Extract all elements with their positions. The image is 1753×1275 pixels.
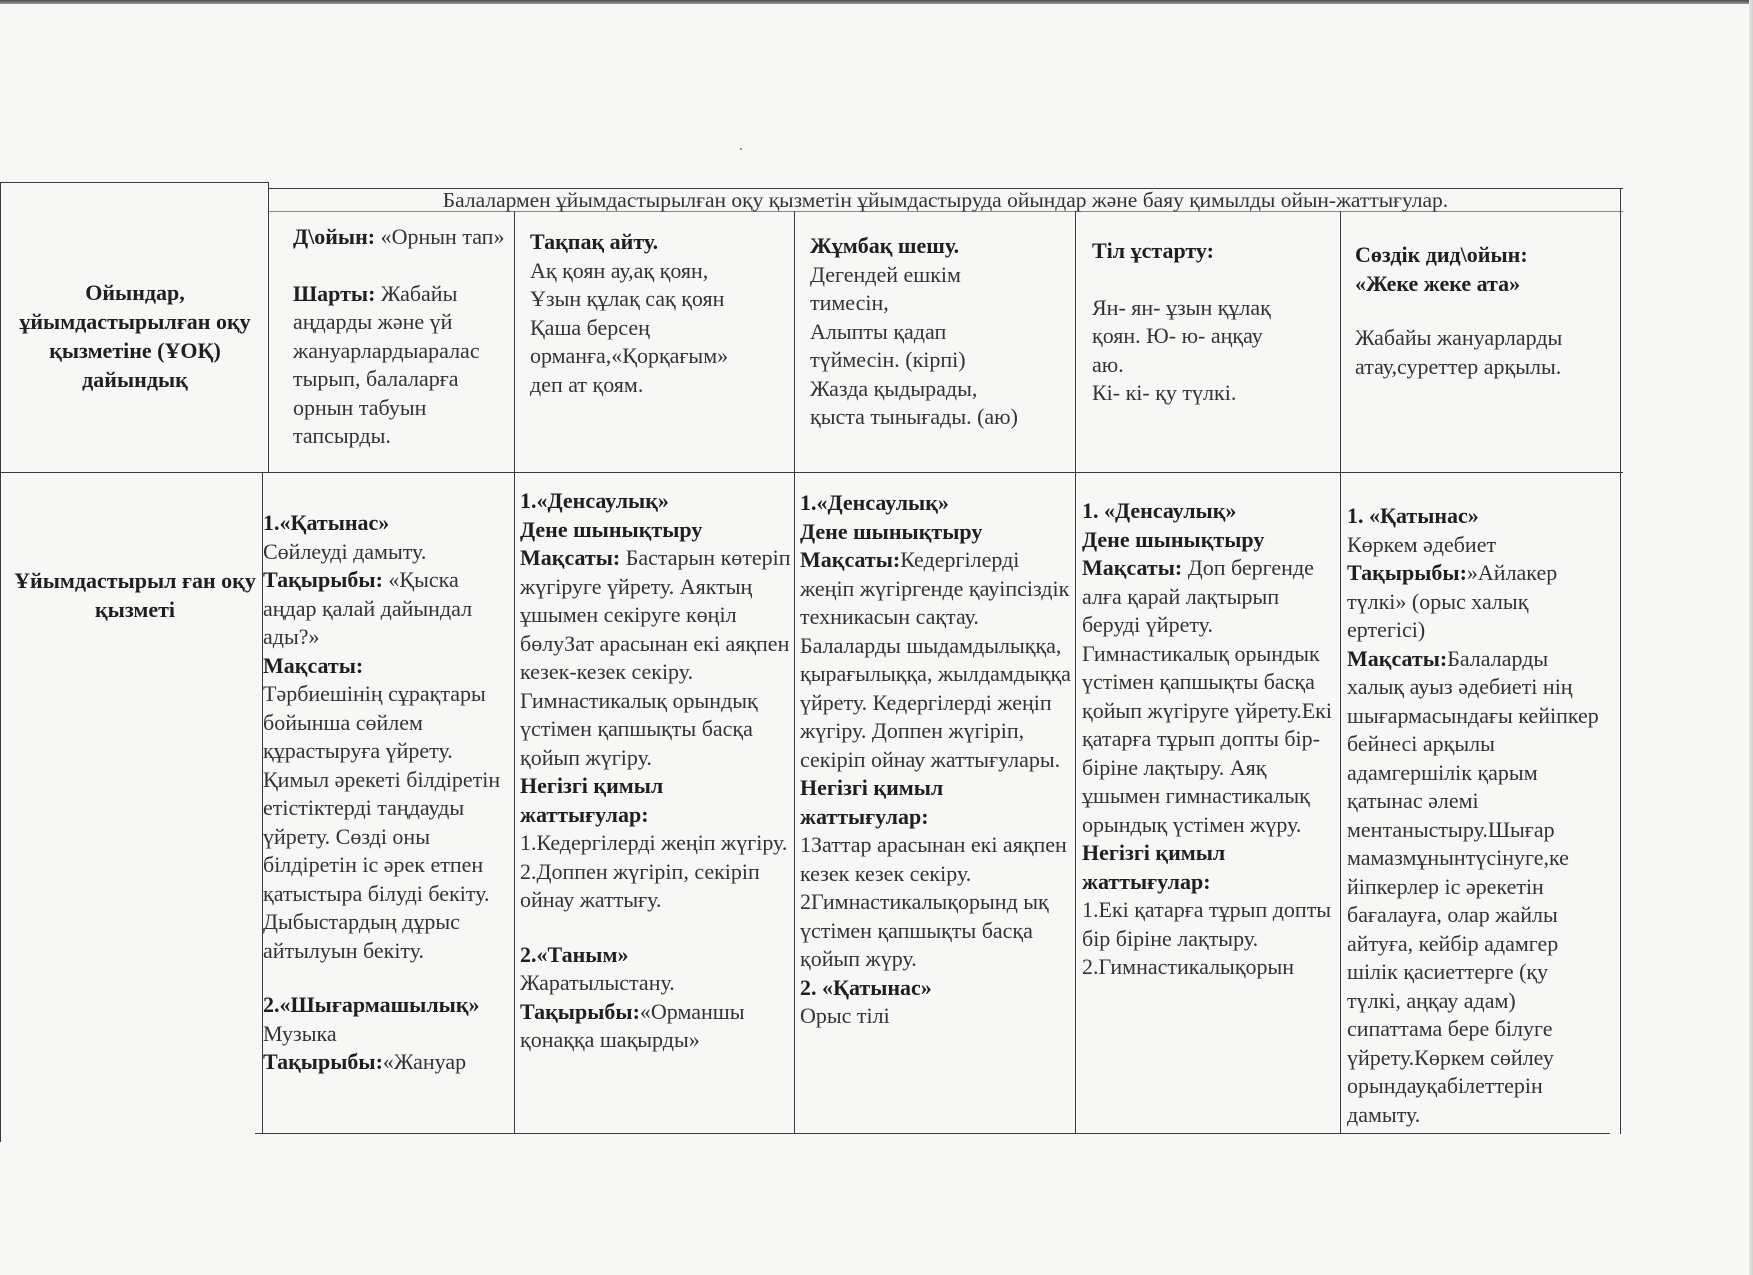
- row1-col3: [810, 232, 1072, 432]
- grid-line: [255, 1133, 1610, 1134]
- topic-text: «Жануар: [382, 1049, 467, 1074]
- goal-label: Мақсаты:: [800, 547, 901, 572]
- vocab-game-text: Жабайы жануарларды атау,суреттер арқылы.: [1355, 325, 1563, 379]
- tongue-twister-line: Кі- кі- қу түлкі.: [1092, 380, 1237, 405]
- vocab-game-title: Сөздік дид\ойын:: [1355, 242, 1528, 267]
- rhyme-line: Ақ қоян ау,ақ қоян,: [530, 257, 709, 283]
- row1-label: Ойындар, ұйымдастырылған оқу қызметіне (ҰОҚ) дайындық: [19, 280, 251, 392]
- riddle-line: Жазда қыдырады,: [810, 375, 978, 401]
- topic-label: Тақырыбы:: [520, 998, 640, 1024]
- scan-edge-right: [1749, 0, 1753, 1275]
- row2-col1: [263, 509, 513, 1077]
- goal-label: Мақсаты:: [1347, 645, 1448, 671]
- exercise-item: 1Заттар арасынан екі аяқпен кезек кезек секіру.: [800, 832, 1067, 886]
- scan-edge-top: [0, 0, 1753, 4]
- rhyme-title: Тақпақ айту.: [530, 229, 659, 254]
- grid-line: [1620, 188, 1621, 1134]
- row2-col5: [1347, 502, 1599, 1129]
- topic-text: «Орманшы қонаққа шақырды»: [520, 998, 745, 1052]
- exercises-label: Негізгі қимыл жаттығулар:: [520, 773, 664, 827]
- goal-text: Доп бергенде алға қарай лақтырып беруді үйрету. Гимнастикалық орындык үстімен қапшықты басқа қойып жүгіруге үйрету.Екі қатарға тұрып допты бір-біріне лақтыру. Аяқ ұшымен гимнастикалық орындық үстімен жүру.: [1082, 555, 1332, 837]
- rhyme-line: Қаша берсең: [530, 314, 650, 340]
- goal-text: Балаларды халық ауыз әдебиеті нің шығармасындағы кейіпкер бейнесі арқылы адамгершілік қарым қатынас әлемі ментаныстыру.Шығар мамазмұнынтүсінуге,ке йіпкерлер іс әрекетін бағалауға, олар жайлы айтуға, кейбір адамгер шілік қасиеттерге (қу түлкі, аңқау адам) сипаттама бере білуге үйрету.Көркем сөйлеу орындауқабілеттерін дамыту.: [1347, 645, 1599, 1127]
- activity-heading: 1.«Денсаулық»: [800, 490, 949, 515]
- tongue-twister-title: Тіл ұстарту:: [1092, 238, 1214, 263]
- tongue-twister-line: аю.: [1092, 351, 1124, 377]
- exercise-item: 2Гимнастикалықорынд ық үстімен қапшықты басқа қойып жүру.: [800, 889, 1049, 971]
- riddle-line: түймесін. (кірпі): [810, 347, 966, 372]
- tongue-twister-line: қоян. Ю- ю- аңқау: [1092, 323, 1263, 348]
- riddle-title: Жұмбақ шешу.: [810, 233, 960, 258]
- cond-text: Жабайы аңдарды және үй жануарлардыаралас тырып, балаларға орнын табуын тапсырды.: [293, 280, 480, 448]
- riddle-line: қыста тынығады. (аю): [810, 404, 1018, 429]
- grid-line: [514, 211, 515, 1134]
- cond-label: Шарты:: [293, 280, 376, 306]
- scan-speck: [740, 148, 742, 150]
- topic-label: Тақырыбы:: [263, 567, 383, 592]
- grid-line: [0, 182, 268, 183]
- activity-heading: 2. «Қатынас»: [800, 974, 932, 1000]
- activity-heading: 1. «Қатынас»: [1347, 503, 1479, 528]
- game-title: Д\ойын:: [293, 224, 376, 249]
- goal-label: Мақсаты:: [263, 652, 364, 678]
- activity-heading: 1.«Денсаулық»: [520, 488, 669, 513]
- exercises-label: Негізгі қимыл жаттығулар:: [800, 775, 944, 829]
- activity-subject: Дене шынықтыру: [800, 518, 983, 544]
- row2-col4: [1082, 497, 1338, 982]
- activity-heading: 2.«Таным»: [520, 941, 629, 967]
- topic-label: Тақырыбы:: [1347, 560, 1467, 585]
- grid-line: [794, 211, 795, 1134]
- game-title-rest: «Орнын тап»: [375, 224, 505, 249]
- activity-subject: Дене шынықтыру: [520, 516, 703, 542]
- row2-col3: [800, 489, 1072, 1031]
- activity-heading: 2.«Шығармашылық»: [263, 992, 480, 1017]
- row2-label: Ұйымдастырыл ған оқу қызметі: [14, 568, 256, 622]
- goal-label: Мақсаты:: [1082, 555, 1183, 580]
- rhyme-line: орманға,«Қорқағым»: [530, 343, 729, 368]
- row2-col2: [520, 487, 792, 1055]
- vocab-game-name: «Жеке жеке ата»: [1355, 270, 1521, 296]
- topic-text: »Айлакер түлкі» (орыс халық ертегісі): [1347, 560, 1558, 642]
- activity-heading: 1. «Денсаулық»: [1082, 498, 1237, 523]
- activity-subject: Сөйлеуді дамыту.: [263, 538, 427, 564]
- grid-line: [0, 182, 1, 1142]
- rhyme-line: деп ат қоям.: [530, 371, 644, 397]
- activity-subject: Жаратылыстану.: [520, 970, 675, 995]
- riddle-line: Алыпты қадап: [810, 318, 947, 344]
- goal-label: Мақсаты:: [520, 545, 621, 570]
- grid-line: [268, 182, 269, 472]
- activity-subject: Дене шынықтыру: [1082, 526, 1265, 552]
- grid-line: [0, 472, 1623, 473]
- grid-line: [1075, 211, 1076, 1134]
- topic-label: Тақырыбы:: [263, 1049, 383, 1074]
- goal-text: Бастарын көтеріп жүгіруге үйрету. Аяктың ұшымен секіруге көңіл бөлуЗат арасынан екі аяқпен кезек-кезек секіру. Гимнастикалық орындық үстімен қапшықты басқа қойып жүгіру.: [520, 545, 791, 770]
- goal-text: Кедергілерді жеңіп жүгіргенде қауіпсіздік техникасын сақтау. Балаларды шыдамдылыққа, қырағылыққа, жылдамдыққа үйрету. Кедергілерді жеңіп жүгіру. Доппен жүгіріп, секіріп ойнау жаттығулары.: [800, 547, 1071, 772]
- activity-subject: Музыка: [263, 1020, 337, 1046]
- row1-col1: [293, 223, 508, 451]
- goal-text: Тәрбиешінің сұрақтары бойынша сөйлем құрастыруға үйрету. Қимыл әрекеті білдіретін етістіктерді таңдауды үйрету. Сөзді оны білдіретін іс әрек етпен қатыстыра білуді бекіту. Дыбыстардың дұрыс айтылуын бекіту.: [263, 681, 501, 963]
- topic-text: «Қыска аңдар қалай дайындал ады?»: [263, 567, 473, 649]
- exercise-item: 1.Кедергілерді жеңіп жүгіру.: [520, 830, 788, 855]
- row1-banner: Балалармен ұйымдастырылған оқу қызметін ұйымдастыруда ойындар және баяу қимылды ойын-жаттығулар.: [442, 188, 1449, 212]
- exercise-item: 2.Доппен жүгіріп, секіріп ойнау жаттығу.: [520, 858, 760, 912]
- activity-subject: Орыс тілі: [800, 1003, 890, 1028]
- row1-col2: [530, 228, 790, 399]
- exercise-item: 2.Гимнастикалықорын: [1082, 954, 1295, 979]
- tongue-twister-line: Ян- ян- ұзын құлақ: [1092, 294, 1271, 320]
- exercises-label: Негізгі қимыл жаттығулар:: [1082, 840, 1226, 894]
- activity-subject: Көркем әдебиет: [1347, 531, 1497, 557]
- grid-line: [1340, 211, 1341, 1134]
- riddle-line: тимесін,: [810, 290, 889, 315]
- activity-heading: 1.«Қатынас»: [263, 510, 390, 535]
- riddle-line: Дегендей ешкім: [810, 261, 961, 287]
- row1-col5: [1355, 241, 1617, 381]
- exercise-item: 1.Екі қатарға тұрып допты бір біріне лақтыру.: [1082, 897, 1332, 951]
- row1-col4: [1092, 237, 1337, 408]
- rhyme-line: Ұзын құлақ сақ қоян: [530, 286, 725, 311]
